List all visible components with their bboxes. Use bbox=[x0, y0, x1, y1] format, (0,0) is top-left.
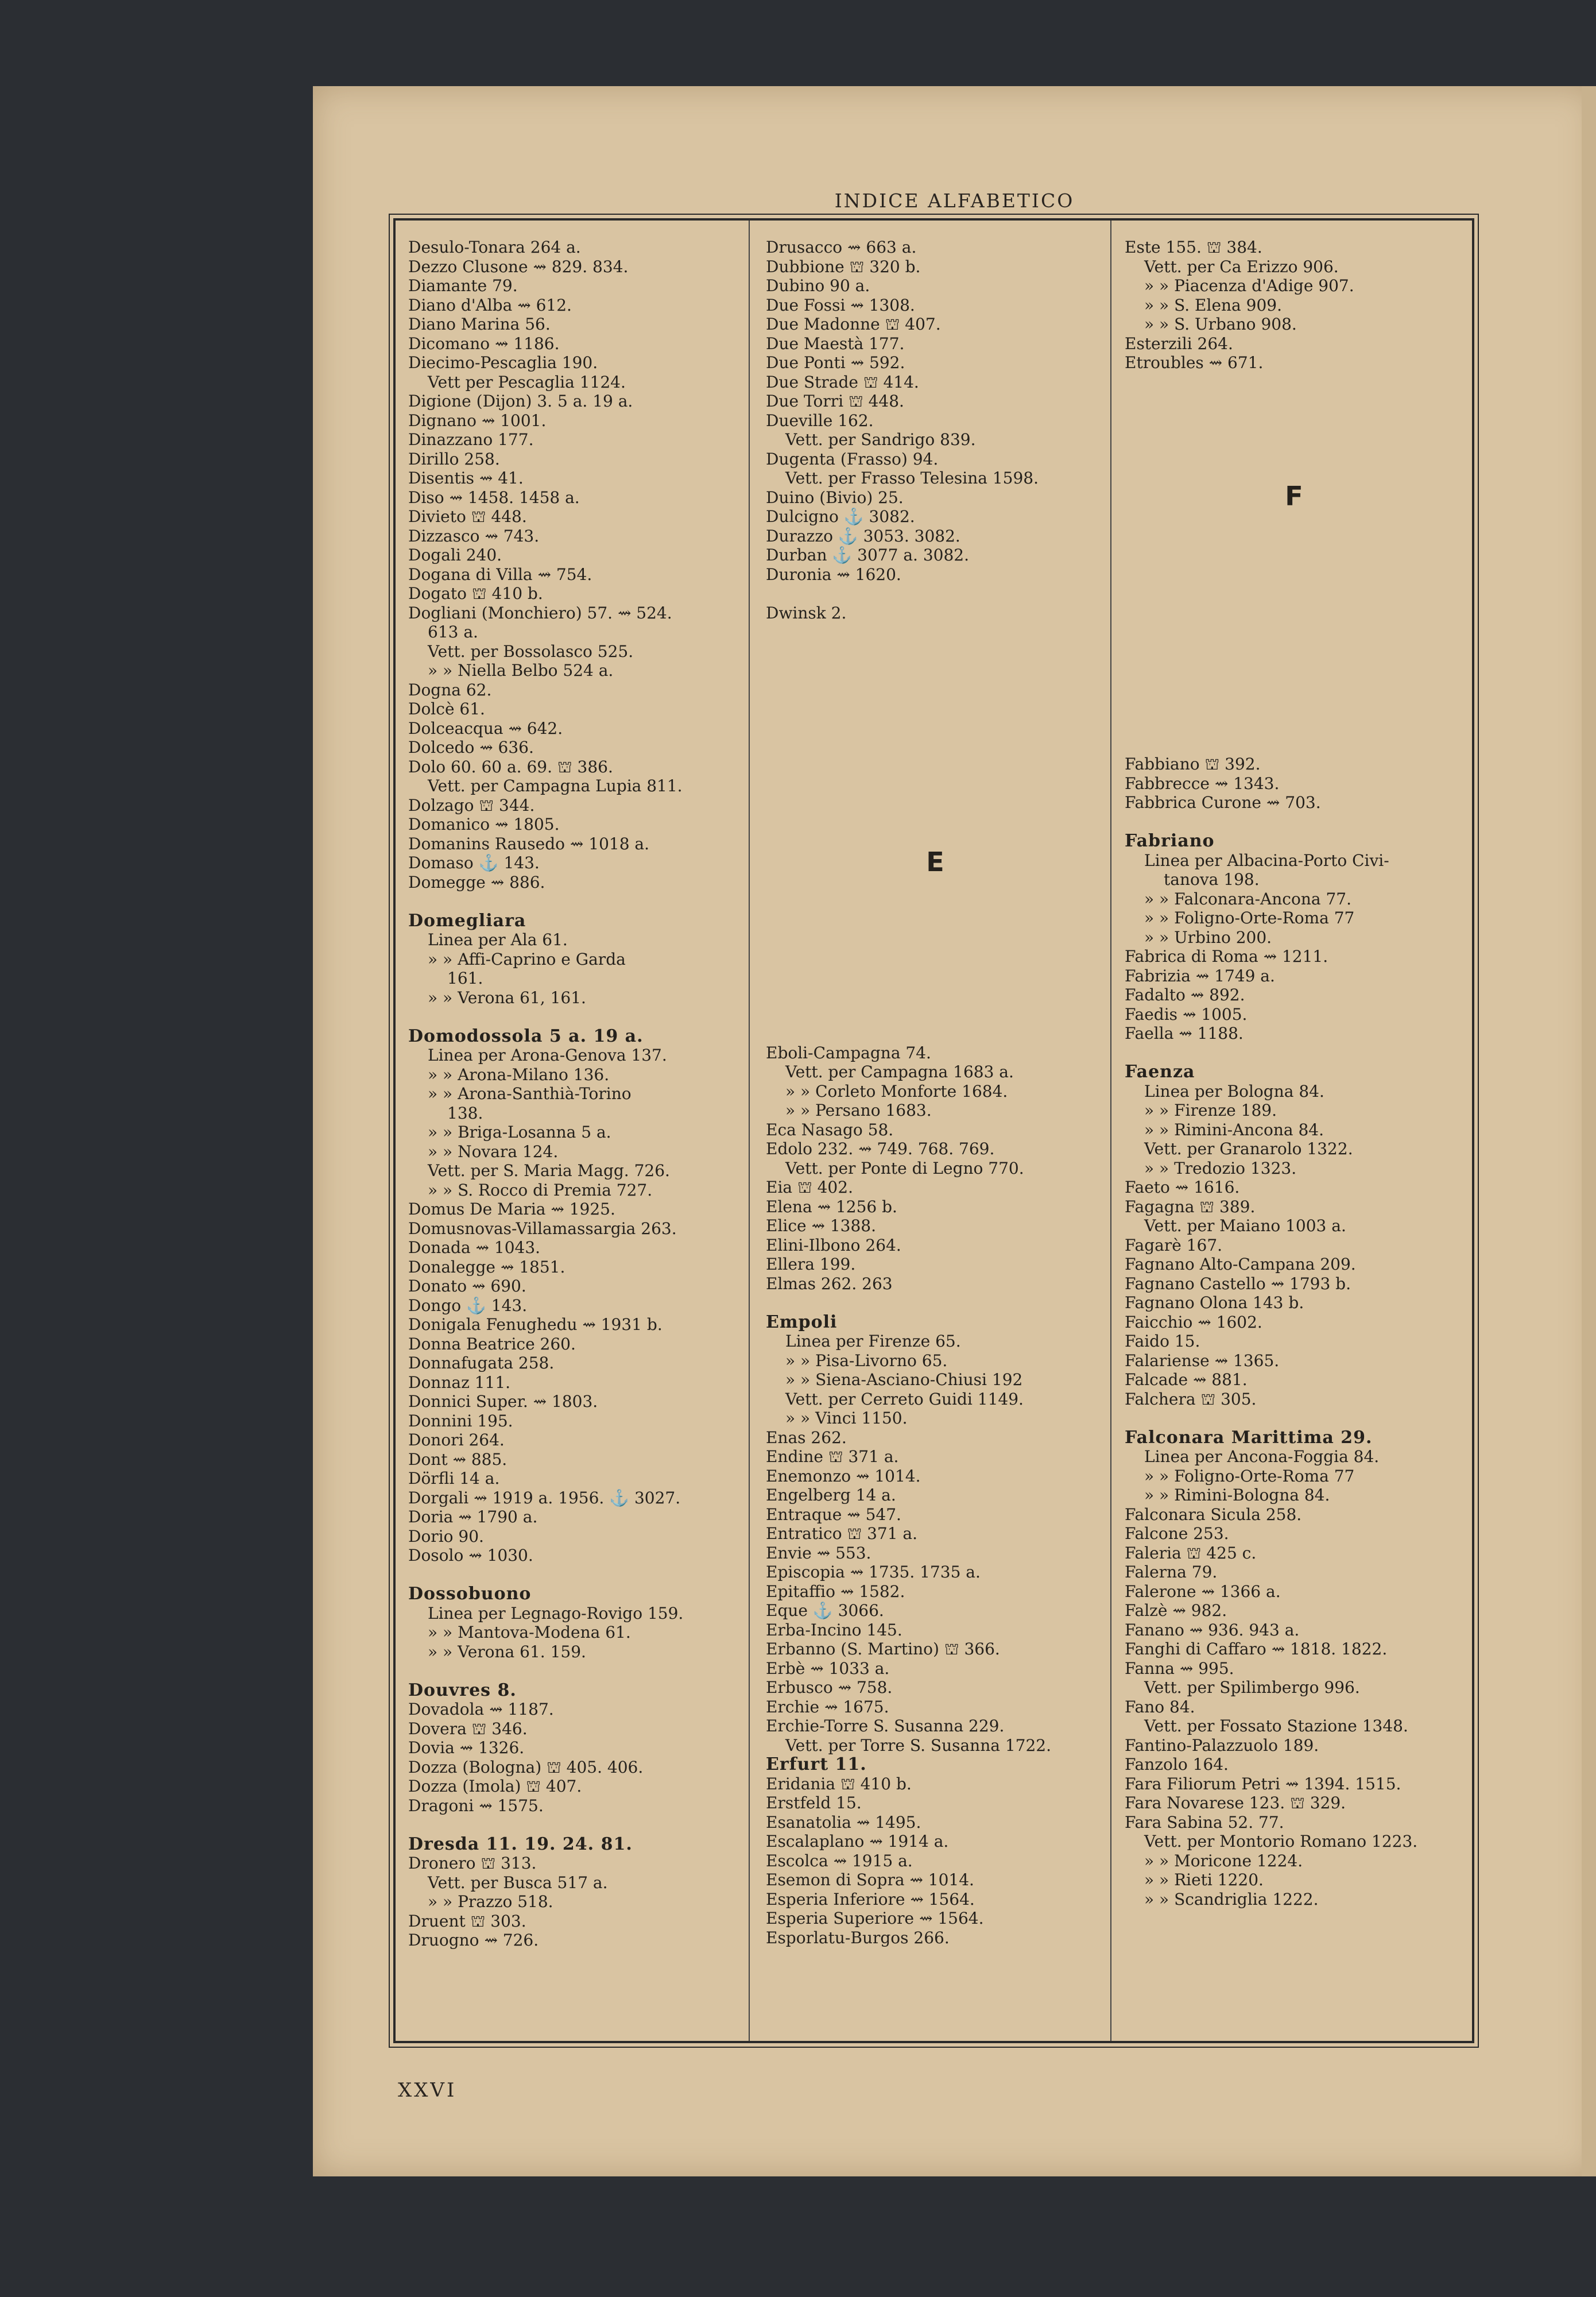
index-entry: Diso ⇝ 1458. 1458 a. bbox=[408, 488, 580, 507]
spacer bbox=[766, 947, 1105, 966]
index-entry: Domusnovas-Villamassargia 263. bbox=[408, 1219, 677, 1238]
index-entry: » » Vinci 1150. bbox=[785, 1409, 908, 1428]
page-header: INDICE ALFABETICO bbox=[834, 190, 1075, 212]
index-entry: » » Niella Belbo 524 a. bbox=[428, 661, 614, 680]
index-entry: Drusacco ⇝ 663 a. bbox=[766, 238, 917, 257]
index-entry: Eridania ⛫ 410 b. bbox=[766, 1774, 912, 1793]
index-entry: Diano d'Alba ⇝ 612. bbox=[408, 295, 572, 315]
spacer bbox=[408, 892, 744, 911]
index-entry: Dugenta (Frasso) 94. bbox=[766, 449, 939, 469]
index-entry: Donnaz 111. bbox=[408, 1372, 511, 1392]
index-entry: Donnafugata 258. bbox=[408, 1354, 555, 1372]
spacer bbox=[1125, 678, 1463, 697]
index-entry: Dizzasco ⇝ 743. bbox=[408, 526, 540, 546]
index-entry: Vett. per Busca 517 a. bbox=[428, 1873, 608, 1892]
index-column-2 bbox=[766, 238, 1105, 1947]
index-entry: Erbanno (S. Martino) ⛫ 366. bbox=[766, 1639, 1000, 1658]
index-heading: Domodossola 5 a. 19 a. bbox=[408, 1026, 644, 1046]
index-entry: Vett. per Spilimbergo 996. bbox=[1144, 1678, 1360, 1697]
spacer bbox=[766, 738, 1105, 757]
index-entry: Falcone 253. bbox=[1125, 1524, 1229, 1543]
index-entry: Vett. per Ponte di Legno 770. bbox=[785, 1158, 1024, 1178]
index-entry: Dörfli 14 a. bbox=[408, 1469, 500, 1488]
index-entry: Duino (Bivio) 25. bbox=[766, 488, 904, 507]
index-entry: Entratico ⛫ 371 a. bbox=[766, 1524, 918, 1543]
index-entry: tanova 198. bbox=[1164, 870, 1260, 889]
index-entry: » » Affi-Caprino e Garda bbox=[428, 949, 626, 969]
index-entry: Enemonzo ⇝ 1014. bbox=[766, 1466, 921, 1486]
index-entry: Due Madonne ⛫ 407. bbox=[766, 315, 941, 334]
index-entry: » » Tredozio 1323. bbox=[1144, 1158, 1297, 1178]
index-entry: » » Corleto Monforte 1684. bbox=[785, 1081, 1008, 1101]
index-entry: Fanano ⇝ 936. 943 a. bbox=[1125, 1620, 1300, 1639]
index-entry: Donigala Fenughedu ⇝ 1931 b. bbox=[408, 1315, 663, 1334]
index-entry: Episcopia ⇝ 1735. 1735 a. bbox=[766, 1563, 981, 1581]
index-entry: Vett. per Maiano 1003 a. bbox=[1144, 1216, 1346, 1235]
index-entry: Doria ⇝ 1790 a. bbox=[408, 1507, 538, 1526]
index-entry: Dicomano ⇝ 1186. bbox=[408, 334, 560, 353]
index-entry: » » Briga-Losanna 5 a. bbox=[428, 1123, 611, 1142]
index-entry: Falerone ⇝ 1366 a. bbox=[1125, 1581, 1281, 1601]
index-entry: Elini-Ilbono 264. bbox=[766, 1235, 901, 1255]
index-entry: Engelberg 14 a. bbox=[766, 1486, 896, 1505]
index-entry: » » Rimini-Ancona 84. bbox=[1144, 1120, 1324, 1139]
index-entry: » » Siena-Asciano-Chiusi 192 bbox=[785, 1370, 1023, 1389]
index-entry: Erbè ⇝ 1033 a. bbox=[766, 1658, 890, 1678]
index-entry: Vett. per S. Maria Magg. 726. bbox=[428, 1161, 670, 1180]
index-entry: Linea per Albacina-Porto Civi- bbox=[1144, 850, 1389, 870]
spacer bbox=[766, 1024, 1105, 1043]
index-entry: 138. bbox=[447, 1103, 483, 1123]
index-entry: Esanatolia ⇝ 1495. bbox=[766, 1812, 921, 1832]
index-entry: Due Strade ⛫ 414. bbox=[766, 372, 919, 392]
index-entry: Erba-Incino 145. bbox=[766, 1620, 902, 1639]
index-entry: » » Arona-Milano 136. bbox=[428, 1065, 610, 1084]
index-entry: » » Piacenza d'Adige 907. bbox=[1144, 276, 1354, 295]
index-column-3 bbox=[1125, 238, 1463, 1909]
next-page-edge bbox=[1582, 86, 1596, 2176]
index-entry: » » Rimini-Bologna 84. bbox=[1144, 1486, 1330, 1505]
index-entry: » » Urbino 200. bbox=[1144, 927, 1272, 947]
index-entry: Linea per Firenze 65. bbox=[785, 1332, 961, 1351]
index-entry: Dogna 62. bbox=[408, 680, 492, 699]
spacer bbox=[408, 1661, 744, 1681]
index-entry: Dolcè 61. bbox=[408, 699, 485, 718]
index-entry: » » S. Urbano 908. bbox=[1144, 315, 1297, 334]
index-entry: » » Rieti 1220. bbox=[1144, 1870, 1264, 1889]
spacer bbox=[1125, 659, 1463, 678]
spacer bbox=[1125, 716, 1463, 736]
index-entry: Escalaplano ⇝ 1914 a. bbox=[766, 1832, 949, 1851]
index-entry: Dovadola ⇝ 1187. bbox=[408, 1700, 554, 1719]
index-entry: Fabrizia ⇝ 1749 a. bbox=[1125, 966, 1275, 985]
index-entry: Due Torri ⛫ 448. bbox=[766, 392, 904, 411]
index-entry: Elena ⇝ 1256 b. bbox=[766, 1197, 897, 1216]
index-entry: Erchie-Torre S. Susanna 229. bbox=[766, 1716, 1005, 1735]
index-entry: Dueville 162. bbox=[766, 411, 874, 430]
index-entry: Fagnano Olona 143 b. bbox=[1125, 1293, 1304, 1312]
index-entry: Dorio 90. bbox=[408, 1526, 484, 1546]
index-entry: Druent ⛫ 303. bbox=[408, 1911, 526, 1931]
column-divider bbox=[1110, 221, 1111, 2041]
spacer bbox=[766, 928, 1105, 948]
index-entry: Donato ⇝ 690. bbox=[408, 1277, 526, 1296]
index-entry: Dubino 90 a. bbox=[766, 276, 870, 295]
index-entry: Eque ⚓ 3066. bbox=[766, 1601, 884, 1620]
index-entry: Faleria ⛫ 425 c. bbox=[1125, 1543, 1257, 1563]
spacer bbox=[766, 776, 1105, 796]
index-entry: Dozza (Imola) ⛫ 407. bbox=[408, 1777, 582, 1796]
spacer bbox=[766, 890, 1105, 909]
index-entry: » » Verona 61, 161. bbox=[428, 988, 586, 1007]
index-entry: Vett. per Granarolo 1322. bbox=[1144, 1139, 1353, 1158]
index-entry: Fara Sabina 52. 77. bbox=[1125, 1812, 1284, 1832]
spacer bbox=[766, 1005, 1105, 1024]
index-entry: Eca Nasago 58. bbox=[766, 1120, 894, 1139]
index-entry: Faicchio ⇝ 1602. bbox=[1125, 1312, 1262, 1332]
index-entry: Fanghi di Caffaro ⇝ 1818. 1822. bbox=[1125, 1639, 1388, 1658]
index-entry: Domanins Rausedo ⇝ 1018 a. bbox=[408, 834, 650, 853]
index-entry: Linea per Legnago-Rovigo 159. bbox=[428, 1603, 684, 1623]
spacer bbox=[766, 642, 1105, 662]
spacer bbox=[766, 796, 1105, 815]
index-entry: Epitaffio ⇝ 1582. bbox=[766, 1581, 905, 1601]
index-entry: Dwinsk 2. bbox=[766, 603, 847, 622]
index-entry: Dolzago ⛫ 344. bbox=[408, 795, 535, 815]
index-entry: Dolceacqua ⇝ 642. bbox=[408, 718, 563, 738]
index-entry: » » Moricone 1224. bbox=[1144, 1851, 1303, 1870]
index-entry: » » Firenze 189. bbox=[1144, 1101, 1277, 1120]
index-entry: Linea per Bologna 84. bbox=[1144, 1081, 1324, 1101]
index-entry: Erchie ⇝ 1675. bbox=[766, 1697, 889, 1716]
index-entry: Envie ⇝ 553. bbox=[766, 1543, 871, 1563]
index-entry: Dolcedo ⇝ 636. bbox=[408, 738, 534, 757]
index-entry: » » Foligno-Orte-Roma 77 bbox=[1144, 908, 1355, 927]
index-entry: Dogato ⛫ 410 b. bbox=[408, 584, 543, 603]
index-entry: Dozza (Bologna) ⛫ 405. 406. bbox=[408, 1757, 644, 1777]
page-number: XXVI bbox=[398, 2079, 457, 2102]
index-entry: Vett. per Ca Erizzo 906. bbox=[1144, 257, 1339, 276]
index-entry: Falconara Sicula 258. bbox=[1125, 1505, 1302, 1524]
index-entry: Dovera ⛫ 346. bbox=[408, 1719, 528, 1738]
spacer bbox=[1125, 562, 1463, 582]
spacer bbox=[1125, 601, 1463, 620]
index-entry: Domaso ⚓ 143. bbox=[408, 853, 540, 872]
index-entry: » » Pisa-Livorno 65. bbox=[785, 1351, 948, 1370]
book-page bbox=[313, 86, 1596, 2176]
index-entry: Dogana di Villa ⇝ 754. bbox=[408, 564, 592, 584]
index-frame bbox=[393, 218, 1474, 2043]
spacer bbox=[766, 680, 1105, 700]
spacer bbox=[766, 985, 1105, 1005]
index-entry: Fabbrecce ⇝ 1343. bbox=[1125, 774, 1280, 793]
spacer bbox=[1125, 813, 1463, 832]
index-entry: » » Mantova-Modena 61. bbox=[428, 1623, 631, 1642]
spacer bbox=[766, 661, 1105, 680]
index-heading: Erfurt 11. bbox=[766, 1754, 867, 1774]
spacer bbox=[1125, 450, 1463, 469]
index-entry: Fanzolo 164. bbox=[1125, 1755, 1229, 1774]
spacer bbox=[1125, 639, 1463, 659]
index-column-1 bbox=[408, 238, 744, 1950]
index-entry: Esporlatu-Burgos 266. bbox=[766, 1928, 950, 1947]
index-entry: Diecimo-Pescaglia 190. bbox=[408, 353, 598, 372]
index-entry: Elmas 262. 263 bbox=[766, 1274, 893, 1293]
index-entry: 613 a. bbox=[428, 622, 478, 641]
index-entry: Etroubles ⇝ 671. bbox=[1125, 353, 1264, 372]
index-entry: Due Ponti ⇝ 592. bbox=[766, 353, 905, 372]
index-entry: Dinazzano 177. bbox=[408, 430, 534, 449]
index-entry: Eboli-Campagna 74. bbox=[766, 1043, 931, 1062]
spacer bbox=[1125, 373, 1463, 392]
index-entry: » » Scandriglia 1222. bbox=[1144, 1889, 1319, 1909]
spacer bbox=[766, 719, 1105, 738]
index-entry: Entraque ⇝ 547. bbox=[766, 1505, 901, 1524]
index-entry: Ellera 199. bbox=[766, 1255, 856, 1274]
spacer bbox=[766, 815, 1105, 834]
index-entry: Dogali 240. bbox=[408, 546, 502, 564]
index-entry: Donori 264. bbox=[408, 1430, 505, 1449]
index-entry: Vett. per Torre S. Susanna 1722. bbox=[785, 1735, 1051, 1755]
index-entry: Dogliani (Monchiero) 57. ⇝ 524. bbox=[408, 603, 672, 622]
index-entry: Fagarè 167. bbox=[1125, 1235, 1223, 1255]
index-entry: Escolca ⇝ 1915 a. bbox=[766, 1851, 913, 1870]
index-entry: Edolo 232. ⇝ 749. 768. 769. bbox=[766, 1139, 995, 1158]
index-entry: Faeto ⇝ 1616. bbox=[1125, 1178, 1240, 1197]
index-entry: Fagnano Alto-Campana 209. bbox=[1125, 1255, 1356, 1274]
index-heading: Dresda 11. 19. 24. 81. bbox=[408, 1834, 633, 1854]
index-entry: Fantino-Palazzuolo 189. bbox=[1125, 1735, 1319, 1755]
index-heading: Douvres 8. bbox=[408, 1680, 517, 1700]
spacer bbox=[1125, 697, 1463, 717]
index-entry: Falcade ⇝ 881. bbox=[1125, 1370, 1248, 1389]
index-entry: Disentis ⇝ 41. bbox=[408, 469, 524, 488]
index-entry: Donnini 195. bbox=[408, 1411, 513, 1430]
index-entry: Fagnano Castello ⇝ 1793 b. bbox=[1125, 1274, 1351, 1293]
index-entry: » » Foligno-Orte-Roma 77 bbox=[1144, 1466, 1355, 1486]
index-entry: Elice ⇝ 1388. bbox=[766, 1216, 877, 1235]
index-entry: Domus De Maria ⇝ 1925. bbox=[408, 1200, 615, 1219]
spacer bbox=[408, 1565, 744, 1585]
index-entry: Enas 262. bbox=[766, 1428, 847, 1447]
index-entry: Falariense ⇝ 1365. bbox=[1125, 1351, 1280, 1370]
index-entry: Vett. per Sandrigo 839. bbox=[785, 430, 976, 449]
index-entry: Fano 84. bbox=[1125, 1697, 1195, 1716]
index-entry: Esterzili 264. bbox=[1125, 334, 1233, 353]
index-entry: Dont ⇝ 885. bbox=[408, 1449, 508, 1469]
index-entry: Duronia ⇝ 1620. bbox=[766, 564, 901, 584]
index-entry: Dirillo 258. bbox=[408, 449, 500, 469]
index-heading: Faenza bbox=[1125, 1062, 1195, 1082]
index-entry: Dragoni ⇝ 1575. bbox=[408, 1796, 544, 1815]
spacer bbox=[766, 584, 1105, 604]
index-entry: Faido 15. bbox=[1125, 1332, 1200, 1351]
index-entry: Falchera ⛫ 305. bbox=[1125, 1389, 1257, 1409]
index-entry: Falerna 79. bbox=[1125, 1563, 1218, 1581]
index-entry: Falzè ⇝ 982. bbox=[1125, 1601, 1227, 1620]
index-entry: » » S. Elena 909. bbox=[1144, 295, 1282, 315]
index-entry: » » Prazzo 518. bbox=[428, 1892, 553, 1911]
index-entry: Erstfeld 15. bbox=[766, 1793, 862, 1812]
spacer bbox=[766, 699, 1105, 719]
index-entry: Diamante 79. bbox=[408, 276, 518, 295]
column-divider bbox=[749, 221, 750, 2041]
index-entry: Vett. per Campagna Lupia 811. bbox=[428, 776, 683, 795]
spacer bbox=[408, 1007, 744, 1027]
index-entry: Fara Filiorum Petri ⇝ 1394. 1515. bbox=[1125, 1774, 1401, 1793]
index-entry: Vett per Pescaglia 1124. bbox=[428, 372, 626, 392]
index-entry: Esperia Superiore ⇝ 1564. bbox=[766, 1909, 984, 1928]
spacer bbox=[1125, 543, 1463, 563]
spacer bbox=[1125, 392, 1463, 411]
spacer bbox=[1125, 582, 1463, 601]
index-entry: Due Maestà 177. bbox=[766, 334, 905, 353]
index-entry: Linea per Arona-Genova 137. bbox=[428, 1046, 667, 1065]
index-entry: Domegge ⇝ 886. bbox=[408, 872, 545, 892]
index-entry: Druogno ⇝ 726. bbox=[408, 1931, 539, 1950]
index-entry: Faella ⇝ 1188. bbox=[1125, 1024, 1244, 1043]
index-entry: Durazzo ⚓ 3053. 3082. bbox=[766, 526, 960, 546]
index-entry: Vett. per Bossolasco 525. bbox=[428, 641, 634, 661]
index-entry: Dezzo Clusone ⇝ 829. 834. bbox=[408, 257, 629, 276]
index-entry: » » Arona-Santhià-Torino bbox=[428, 1084, 632, 1103]
index-entry: Dulcigno ⚓ 3082. bbox=[766, 507, 915, 526]
spacer bbox=[1125, 430, 1463, 450]
index-entry: Linea per Ala 61. bbox=[428, 930, 568, 949]
spacer bbox=[1125, 411, 1463, 431]
index-entry: Fara Novarese 123. ⛫ 329. bbox=[1125, 1793, 1346, 1812]
index-entry: Dignano ⇝ 1001. bbox=[408, 411, 547, 430]
index-heading: Falconara Marittima 29. bbox=[1125, 1427, 1373, 1448]
spacer bbox=[766, 966, 1105, 986]
index-entry: Vett. per Campagna 1683 a. bbox=[785, 1062, 1014, 1081]
index-heading: Domegliara bbox=[408, 910, 526, 931]
index-entry: Divieto ⛫ 448. bbox=[408, 507, 527, 526]
spacer bbox=[766, 622, 1105, 642]
index-entry: Este 155. ⛫ 384. bbox=[1125, 238, 1262, 257]
index-heading: Empoli bbox=[766, 1312, 838, 1332]
index-entry: Donnici Super. ⇝ 1803. bbox=[408, 1392, 598, 1411]
index-entry: » » S. Rocco di Premia 727. bbox=[428, 1180, 653, 1200]
index-entry: Fadalto ⇝ 892. bbox=[1125, 985, 1245, 1004]
index-entry: Dovia ⇝ 1326. bbox=[408, 1738, 525, 1757]
index-entry: Fabbiano ⛫ 392. bbox=[1125, 755, 1261, 774]
index-entry: Fanna ⇝ 995. bbox=[1125, 1658, 1234, 1678]
index-entry: Desulo-Tonara 264 a. bbox=[408, 238, 581, 257]
index-entry: » » Falconara-Ancona 77. bbox=[1144, 889, 1351, 908]
index-entry: Dolo 60. 60 a. 69. ⛫ 386. bbox=[408, 757, 613, 776]
index-entry: Domanico ⇝ 1805. bbox=[408, 815, 560, 834]
index-entry: Esperia Inferiore ⇝ 1564. bbox=[766, 1889, 975, 1909]
index-entry: » » Novara 124. bbox=[428, 1142, 559, 1161]
index-entry: Fagagna ⛫ 389. bbox=[1125, 1197, 1256, 1216]
index-entry: Donalegge ⇝ 1851. bbox=[408, 1257, 565, 1277]
index-entry: Fabrica di Roma ⇝ 1211. bbox=[1125, 947, 1328, 966]
index-entry: Linea per Ancona-Foggia 84. bbox=[1144, 1447, 1380, 1466]
spacer bbox=[766, 908, 1105, 928]
index-entry: Digione (Dijon) 3. 5 a. 19 a. bbox=[408, 392, 633, 411]
index-entry: Dosolo ⇝ 1030. bbox=[408, 1546, 533, 1565]
index-entry: Faedis ⇝ 1005. bbox=[1125, 1004, 1248, 1024]
index-entry: Dongo ⚓ 143. bbox=[408, 1296, 528, 1315]
index-heading: Dossobuono bbox=[408, 1584, 532, 1604]
spacer bbox=[1125, 1409, 1463, 1428]
index-entry: » » Persano 1683. bbox=[785, 1101, 932, 1120]
index-heading: Fabriano bbox=[1125, 831, 1215, 851]
index-entry: » » Verona 61. 159. bbox=[428, 1642, 586, 1661]
index-entry: Due Fossi ⇝ 1308. bbox=[766, 295, 915, 315]
section-letter: E bbox=[926, 846, 944, 877]
index-entry: Diano Marina 56. bbox=[408, 315, 551, 334]
index-entry: Durban ⚓ 3077 a. 3082. bbox=[766, 546, 969, 564]
spacer bbox=[766, 1293, 1105, 1313]
spacer bbox=[1125, 620, 1463, 640]
section-letter: F bbox=[1285, 481, 1303, 512]
index-entry: Dorgali ⇝ 1919 a. 1956. ⚓ 3027. bbox=[408, 1488, 681, 1507]
index-entry: Endine ⛫ 371 a. bbox=[766, 1447, 899, 1466]
index-entry: Erbusco ⇝ 758. bbox=[766, 1678, 893, 1697]
index-entry: Esemon di Sopra ⇝ 1014. bbox=[766, 1870, 974, 1889]
index-entry: Vett. per Frasso Telesina 1598. bbox=[785, 469, 1039, 488]
index-entry: Vett. per Montorio Romano 1223. bbox=[1144, 1832, 1418, 1851]
spacer bbox=[1125, 1043, 1463, 1063]
index-entry: Vett. per Fossato Stazione 1348. bbox=[1144, 1716, 1408, 1735]
spacer bbox=[1125, 736, 1463, 755]
index-entry: Donna Beatrice 260. bbox=[408, 1334, 576, 1354]
spacer bbox=[766, 757, 1105, 777]
index-entry: Eia ⛫ 402. bbox=[766, 1178, 853, 1197]
spacer bbox=[1125, 524, 1463, 543]
index-entry: Donada ⇝ 1043. bbox=[408, 1238, 541, 1257]
index-entry: Dubbione ⛫ 320 b. bbox=[766, 257, 921, 276]
index-entry: 161. bbox=[447, 969, 483, 988]
index-entry: Dronero ⛫ 313. bbox=[408, 1854, 537, 1873]
index-entry: Fabbrica Curone ⇝ 703. bbox=[1125, 793, 1321, 812]
spacer bbox=[408, 1815, 744, 1835]
index-entry: Vett. per Cerreto Guidi 1149. bbox=[785, 1389, 1024, 1409]
